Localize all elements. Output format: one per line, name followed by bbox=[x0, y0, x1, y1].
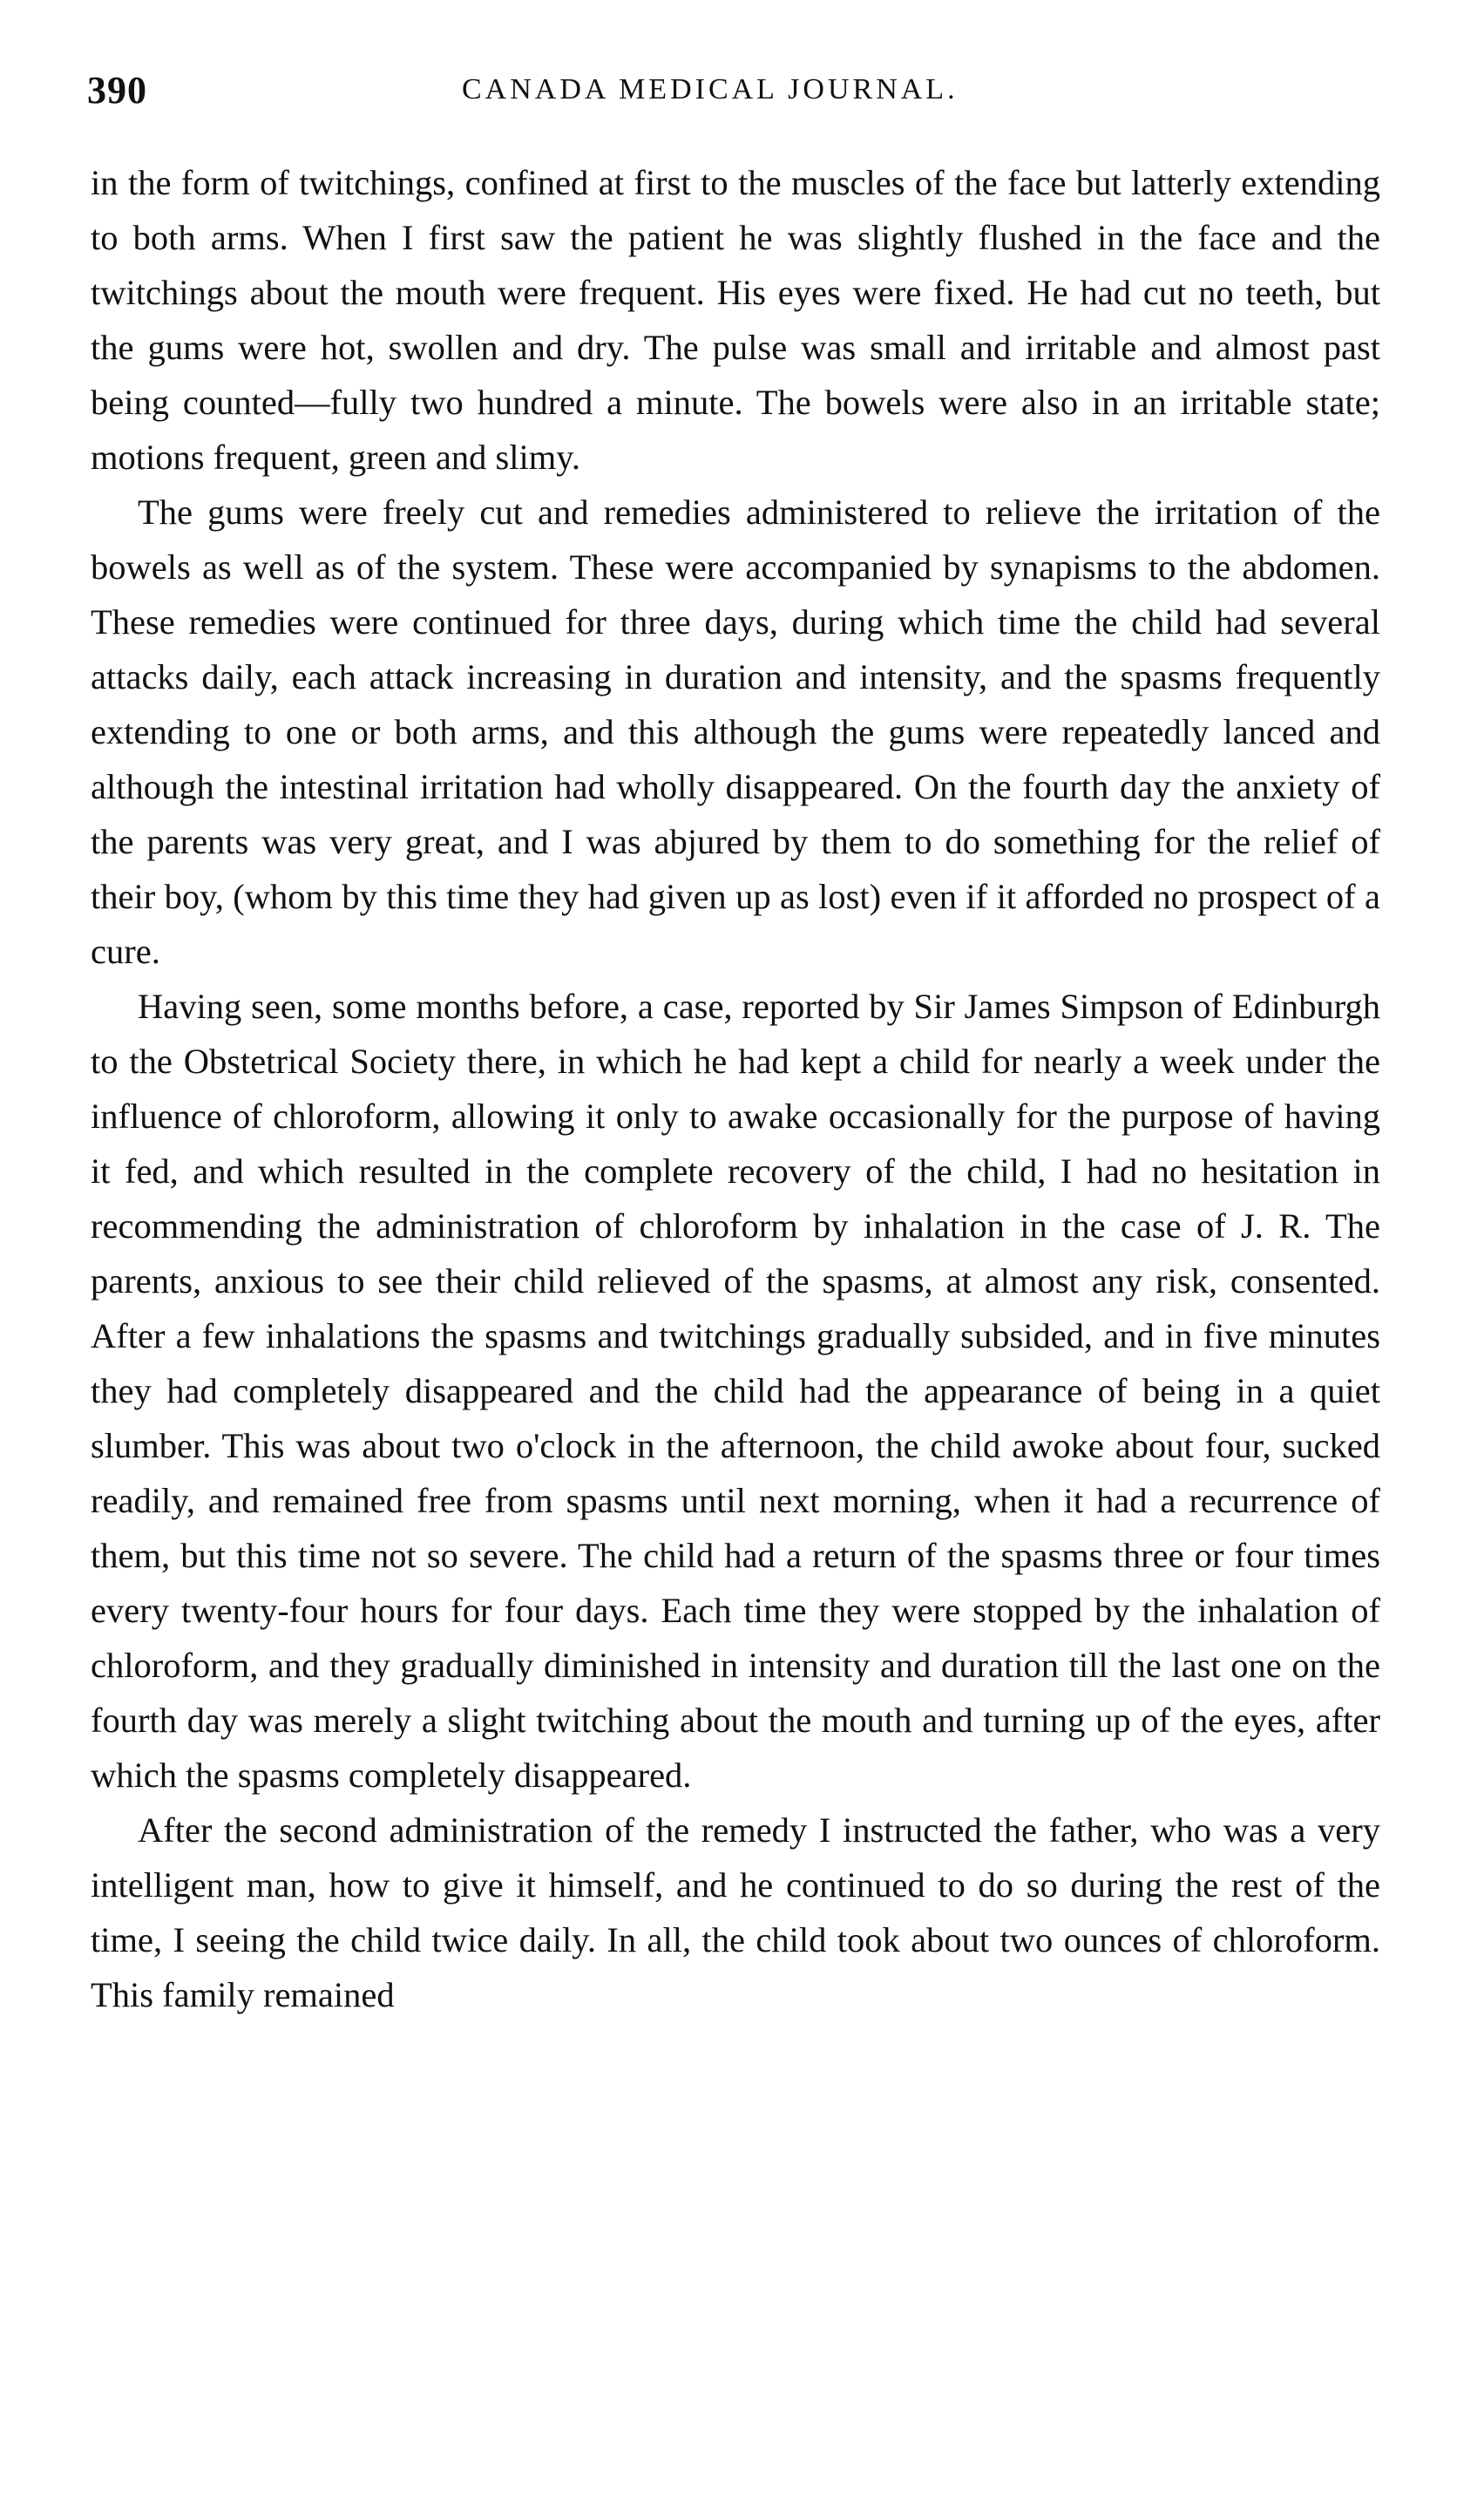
running-title: CANADA MEDICAL JOURNAL. bbox=[462, 73, 959, 105]
page-header bbox=[87, 68, 1377, 120]
paragraph: Having seen, some months before, a case, reported by Sir James Simpson of Edinburgh to the Obstetrical Society there, in which he had kept a child for nearly a week under the influence of chloroform, allowing it only to awake occasionally for the purpose of having it fed, and which resulted in the complete recovery of the child, I had no hesitation in recommending the administration of chloroform by inhalation in the case of J. R. The parents, anxious to see their child relieved of the spasms, at almost any risk, consented. After a few inhalations the spasms and twitchings gradually subsided, and in five minutes they had completely disappeared and the child had the appearance of being in a quiet slumber. This was about two o'clock in the afternoon, the child awoke about four, sucked readily, and remained free from spasms until next morning, when it had a recurrence of them, but this time not so severe. The child had a return of the spasms three or four times every twenty-four hours for four days. Each time they were stopped by the inhalation of chloroform, and they gradually diminished in intensity and duration till the last one on the fourth day was merely a slight twitching about the mouth and turning up of the eyes, after which the spasms completely disappeared. bbox=[91, 987, 1380, 1795]
paragraph: After the second administration of the remedy I instructed the father, who was a very intelligent man, how to give it himself, and he continued to do so during the rest of the time, I seeing the child twice daily. In all, the child took about two ounces of chloroform. This family remained bbox=[91, 1810, 1380, 2014]
page-number: 390 bbox=[87, 69, 147, 112]
article-body bbox=[91, 155, 1380, 2022]
paragraph: in the form of twitchings, confined at first to the muscles of the face but latterly extending to both arms. When I first saw the patient he was slightly flushed in the face and the twitchings about the mouth were frequent. His eyes were fixed. He had cut no teeth, but the gums were hot, swollen and dry. The pulse was small and irritable and almost past being counted—fully two hundred a minute. The bowels were also in an irritable state; motions frequent, green and slimy. bbox=[91, 163, 1380, 477]
paragraph: The gums were freely cut and remedies administered to relieve the irritation of the bowels as well as of the system. These were accompanied by synapisms to the abdomen. These remedies were continued for three days, during which time the child had several attacks daily, each attack increasing in duration and intensity, and the spasms frequently extending to one or both arms, and this although the gums were repeatedly lanced and although the intestinal irritation had wholly disappeared. On the fourth day the anxiety of the parents was very great, and I was abjured by them to do something for the relief of their boy, (whom by this time they had given up as lost) even if it afforded no prospect of a cure. bbox=[91, 492, 1380, 971]
